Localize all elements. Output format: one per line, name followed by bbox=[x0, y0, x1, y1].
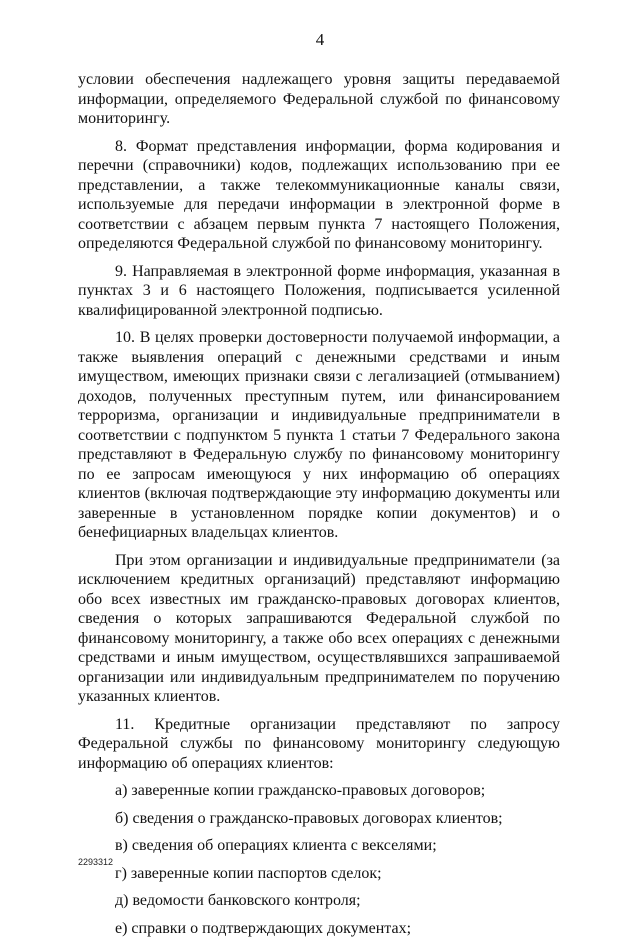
list-item: а) заверенные копии гражданско-правовых договоров; bbox=[78, 781, 560, 801]
info-list bbox=[78, 781, 560, 938]
paragraph-9: 9. Направляемая в электронной форме информация, указанная в пунктах 3 и 6 настоящего Положения, подписывается усиленной квалифицированной электронной подписью. bbox=[78, 262, 560, 321]
page-number: 4 bbox=[0, 30, 640, 50]
document-code: 2293312 bbox=[78, 857, 113, 867]
paragraph-10: 10. В целях проверки достоверности получаемой информации, а также выявления операций с денежными средствами и иным имуществом, имеющих признаки связи с легализацией (отмыванием) доходов, полученных преступным путем, или финансированием терроризма, организации и индивидуальные предприниматели в соответствии с подпунктом 5 пункта 1 статьи 7 Федерального закона представляют в Федеральную службу по финансовому мониторингу по ее запросам имеющуюся у них информацию об операциях клиентов (включая подтверждающие эту информацию документы или заверенные в установленном порядке копии документов) и о бенефициарных владельцах клиентов. bbox=[78, 328, 560, 543]
paragraph-8: 8. Формат представления информации, форма кодирования и перечни (справочники) кодов, подлежащих использованию при ее представлении, а также телекоммуникационные каналы связи, используемые для передачи информации в электронной форме в соответствии с абзацем первым пункта 7 настоящего Положения, определяются Федеральной службой по финансовому мониторингу. bbox=[78, 137, 560, 254]
list-item: в) сведения об операциях клиента с векселями; bbox=[78, 836, 560, 856]
paragraph-continuation: условии обеспечения надлежащего уровня защиты передаваемой информации, определяемого Федеральной службой по финансовому мониторингу. bbox=[78, 70, 560, 129]
list-item: г) заверенные копии паспортов сделок; bbox=[78, 864, 560, 884]
list-item: д) ведомости банковского контроля; bbox=[78, 891, 560, 911]
paragraph-11: 11. Кредитные организации представляют по запросу Федеральной службы по финансовому мониторингу следующую информацию об операциях клиентов: bbox=[78, 715, 560, 774]
list-item: е) справки о подтверждающих документах; bbox=[78, 919, 560, 938]
list-item: б) сведения о гражданско-правовых договорах клиентов; bbox=[78, 809, 560, 829]
document-body bbox=[78, 70, 560, 938]
paragraph-10-second: При этом организации и индивидуальные предприниматели (за исключением кредитных организаций) представляют информацию обо всех известных им гражданско-правовых договорах клиентов, сведения о которых запрашиваются Федеральной службой по финансовому мониторингу, а также обо всех операциях с денежными средствами и иным имуществом, осуществлявшихся запрашиваемой организации или индивидуальным предпринимателем по поручению указанных клиентов. bbox=[78, 551, 560, 707]
